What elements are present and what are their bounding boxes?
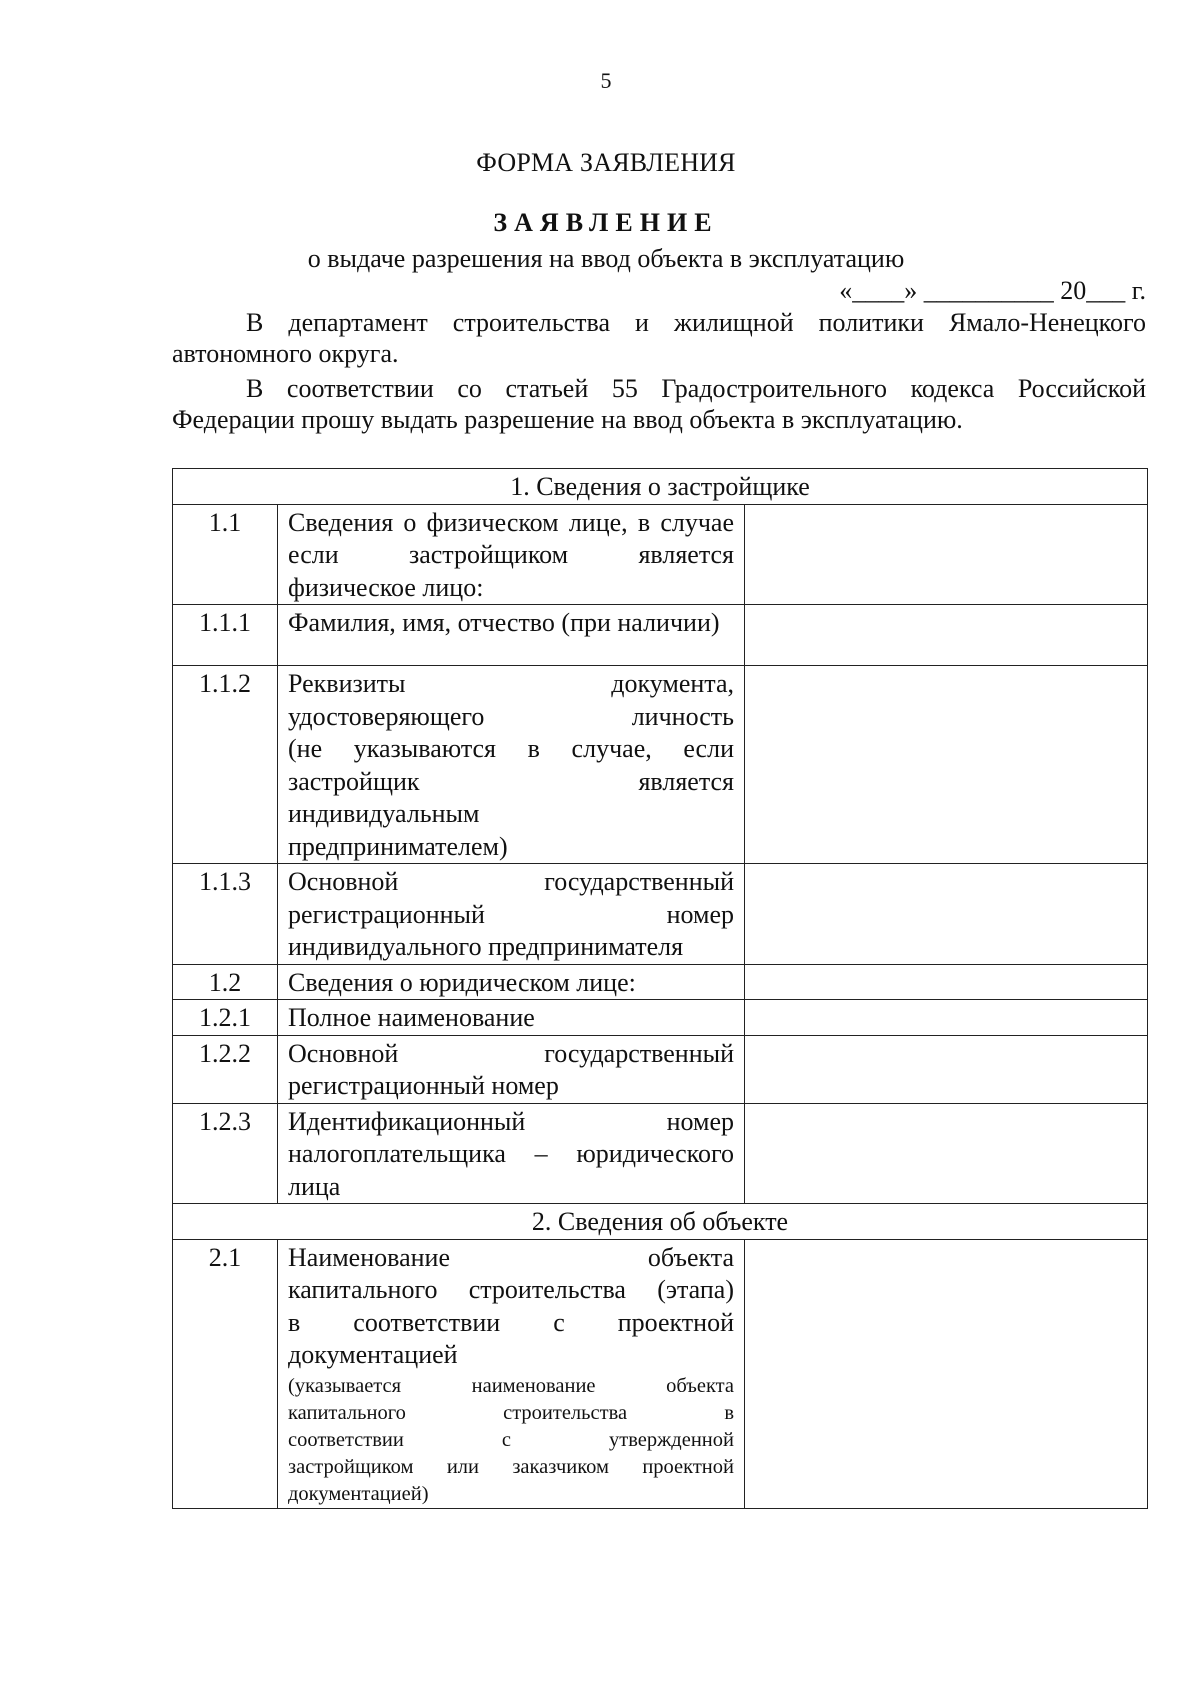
table-row-1-2 — [173, 964, 1148, 1000]
row-value-field[interactable] — [745, 964, 1148, 1000]
row-number: 1.1 — [173, 504, 278, 605]
row-label: Фамилия, имя, отчество (при наличии) — [278, 605, 745, 666]
label-line: индивидуального предпринимателя — [288, 932, 684, 961]
note-line: соответствии с утвержденной — [288, 1428, 734, 1451]
row-number: 1.2.1 — [173, 1000, 278, 1036]
label-line: регистрационный номер — [288, 899, 734, 929]
section-1-title: 1. Сведения о застройщике — [173, 469, 1148, 505]
label-line: Реквизиты документа, — [288, 669, 734, 698]
row-label — [278, 1035, 745, 1103]
row-note — [288, 1373, 734, 1508]
date-line: «____» __________ 20___ г. — [839, 276, 1146, 305]
document-title: ЗАЯВЛЕНИЕ — [493, 208, 719, 237]
label-line: регистрационный номер — [288, 1071, 559, 1100]
note-line: капитального строительства в — [288, 1401, 734, 1424]
table-row-1-2-1 — [173, 1000, 1148, 1036]
label-line: Наименование объекта — [288, 1242, 734, 1272]
label-line: Основной государственный — [288, 1038, 734, 1068]
document-subtitle: о выдаче разрешения на ввод объекта в эксплуатацию — [307, 244, 905, 273]
row-value-field[interactable] — [745, 504, 1148, 605]
row-number: 1.2.2 — [173, 1035, 278, 1103]
row-label: Сведения о юридическом лице: — [278, 964, 745, 1000]
request-paragraph: В соответствии со статьей 55 Градостроительного кодекса Российской Федерации прошу выдать разрешение на ввод объекта в эксплуатацию. — [172, 374, 1146, 434]
label-line: застройщик является — [288, 766, 734, 796]
label-line: Идентификационный номер — [288, 1106, 734, 1136]
note-line: (указывается наименование объекта — [288, 1374, 734, 1397]
row-number: 2.1 — [173, 1239, 278, 1508]
row-value-field[interactable] — [745, 666, 1148, 864]
label-line: удостоверяющего личность — [288, 701, 734, 731]
form-heading: ФОРМА ЗАЯВЛЕНИЯ — [476, 148, 736, 177]
row-label: Сведения о физическом лице, в случае если застройщиком является физическое лицо: — [278, 504, 745, 605]
row-value-field[interactable] — [745, 864, 1148, 965]
row-value-field[interactable] — [745, 1000, 1148, 1036]
row-value-field[interactable] — [745, 1035, 1148, 1103]
row-number: 1.2.3 — [173, 1103, 278, 1204]
table-row-1-2-2 — [173, 1035, 1148, 1103]
row-number: 1.1.3 — [173, 864, 278, 965]
table-row-1-1-2 — [173, 666, 1148, 864]
note-line: застройщиком или заказчиком проектной — [288, 1455, 734, 1478]
section-2-title: 2. Сведения об объекте — [173, 1204, 1148, 1240]
row-number: 1.2 — [173, 964, 278, 1000]
application-table — [172, 468, 1148, 1509]
row-value-field[interactable] — [745, 1239, 1148, 1508]
row-label — [278, 1239, 745, 1508]
label-line: предпринимателем) — [288, 831, 508, 861]
row-label — [278, 666, 745, 864]
note-line: документацией) — [288, 1482, 429, 1505]
row-value-field[interactable] — [745, 605, 1148, 666]
label-line: в соответствии с проектной — [288, 1307, 734, 1337]
label-line: индивидуальным — [288, 799, 480, 828]
label-line: капитального строительства (этапа) — [288, 1275, 734, 1304]
row-value-field[interactable] — [745, 1103, 1148, 1204]
row-label — [278, 864, 745, 965]
label-line: (не указываются в случае, если — [288, 734, 734, 763]
section-2-row — [173, 1204, 1148, 1240]
row-label: Полное наименование — [278, 1000, 745, 1036]
label-line: налогоплательщика – юридического — [288, 1139, 734, 1168]
row-number: 1.1.1 — [173, 605, 278, 666]
page-number: 5 — [600, 68, 612, 93]
section-1-row — [173, 469, 1148, 505]
table-row-1-1-3 — [173, 864, 1148, 965]
row-label — [278, 1103, 745, 1204]
addressee-paragraph: В департамент строительства и жилищной политики Ямало-Ненецкого автономного округа. — [172, 308, 1146, 368]
label-line: Основной государственный — [288, 867, 734, 896]
table-row-2-1 — [173, 1239, 1148, 1508]
table-row-1-1 — [173, 504, 1148, 605]
label-line: лица — [288, 1171, 341, 1201]
table-row-1-1-1 — [173, 605, 1148, 666]
table-row-1-2-3 — [173, 1103, 1148, 1204]
row-number: 1.1.2 — [173, 666, 278, 864]
label-line: документацией — [288, 1340, 458, 1369]
